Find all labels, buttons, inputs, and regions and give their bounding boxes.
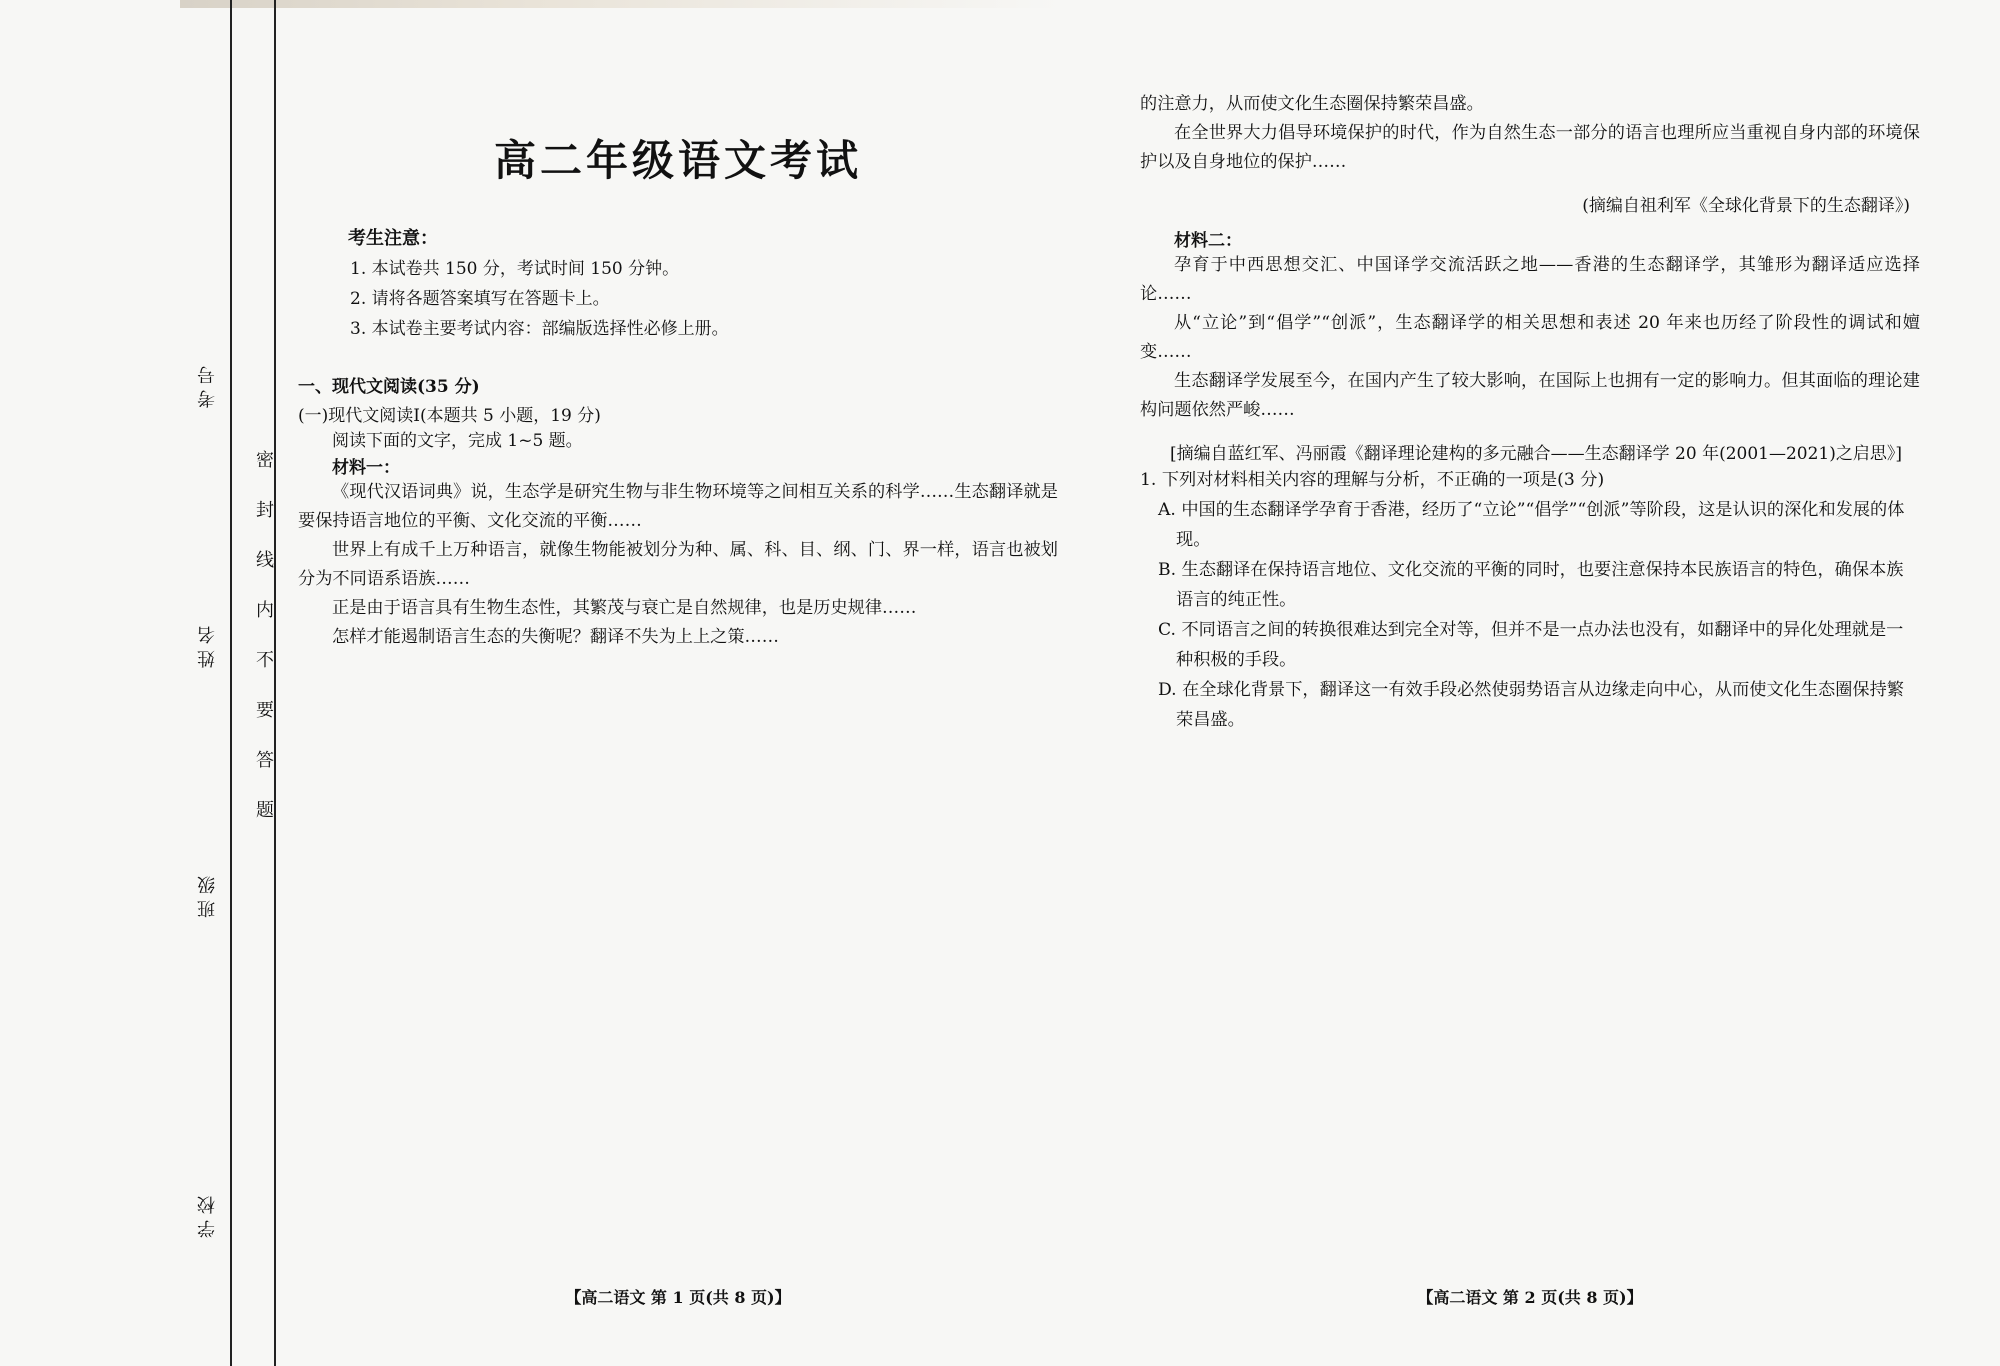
notice-item: 1. 本试卷共 150 分，考试时间 150 分钟。 xyxy=(350,259,680,279)
notice-item: 3. 本试卷主要考试内容：部编版选择性必修上册。 xyxy=(350,319,729,339)
material-1-title: 材料一： xyxy=(332,458,400,478)
binding-margin xyxy=(0,0,285,1366)
page-1-footer: 【高二语文 第 1 页(共 8 页)】 xyxy=(565,1288,791,1307)
question-1-option-c: C. 不同语言之间的转换很难达到完全对等，但并不是一点办法也没有，如翻译中的异化处理就是一种积极的手段。 xyxy=(1158,620,1904,670)
question-1: 1. 下列对材料相关内容的理解与分析，不正确的一项是(3 分) xyxy=(1140,470,1605,490)
question-1-option-b: B. 生态翻译在保持语言地位、文化交流的平衡的同时，也要注意保持本民族语言的特色，确保本族语言的纯正性。 xyxy=(1158,560,1904,610)
exam-page-2 xyxy=(1140,0,1920,1366)
exam-page-1 xyxy=(298,0,1058,1366)
material-2-paragraph: 生态翻译学发展至今，在国内产生了较大影响，在国际上也拥有一定的影响力。但其面临的理论建构问题依然严峻…… xyxy=(1140,371,1920,420)
section-heading: 一、现代文阅读(35 分) xyxy=(298,377,480,397)
material-2-source: [摘编自蓝红军、冯丽霞《翻译理论建构的多元融合——生态翻译学 20 年(2001—2021)之启思》] xyxy=(1170,444,1902,464)
material-1-paragraph: 在全世界大力倡导环境保护的时代，作为自然生态一部分的语言也理所应当重视自身内部的环境保护以及自身地位的保护…… xyxy=(1140,123,1920,172)
notice-item: 2. 请将各题答案填写在答题卡上。 xyxy=(350,289,610,309)
material-2-title: 材料二： xyxy=(1174,231,1242,251)
binding-line-inner xyxy=(230,0,232,1366)
material-2-paragraph: 孕育于中西思想交汇、中国译学交流活跃之地——香港的生态翻译学，其雏形为翻译适应选择论…… xyxy=(1140,255,1920,304)
exam-number-label: 考号 xyxy=(197,360,218,408)
page-2-footer: 【高二语文 第 2 页(共 8 页)】 xyxy=(1417,1288,1643,1307)
material-1-ending: 的注意力，从而使文化生态圈保持繁荣昌盛。 xyxy=(1140,94,1484,114)
class-label: 班级 xyxy=(197,870,218,918)
notice-box xyxy=(348,224,1058,344)
subsection-heading: (一)现代文阅读Ⅰ(本题共 5 小题，19 分) xyxy=(298,406,601,426)
question-1-option-a: A. 中国的生态翻译学孕育于香港，经历了“立论”“倡学”“创派”等阶段，这是认识的深化和发展的体现。 xyxy=(1158,500,1905,550)
question-1-option-d: D. 在全球化背景下，翻译这一有效手段必然使弱势语言从边缘走向中心，从而使文化生态圈保持繁荣昌盛。 xyxy=(1158,680,1904,730)
material-1-paragraph: 怎样才能遏制语言生态的失衡呢？翻译不失为上上之策…… xyxy=(332,627,779,647)
exam-title: 高二年级语文考试 xyxy=(493,136,862,185)
school-label: 学校 xyxy=(197,1190,218,1238)
material-1-paragraph: 世界上有成千上万种语言，就像生物能被划分为种、属、科、目、纲、门、界一样，语言也被划分为不同语系语族…… xyxy=(298,540,1058,589)
material-2-paragraph: 从“立论”到“倡学”“创派”，生态翻译学的相关思想和表述 20 年来也历经了阶段性的调试和嬗变…… xyxy=(1140,313,1920,362)
material-1-source: (摘编自祖利军《全球化背景下的生态翻译》) xyxy=(1582,196,1910,216)
material-1-paragraph: 正是由于语言具有生物生态性，其繁茂与衰亡是自然规律，也是历史规律…… xyxy=(332,598,917,618)
notice-heading: 考生注意： xyxy=(348,228,438,249)
name-label: 姓名 xyxy=(197,620,218,668)
reading-instruction: 阅读下面的文字，完成 1~5 题。 xyxy=(332,431,583,451)
material-1-paragraph: 《现代汉语词典》说，生态学是研究生物与非生物环境等之间相互关系的科学……生态翻译就是要保持语言地位的平衡、文化交流的平衡…… xyxy=(298,482,1058,531)
seal-warning: 密封线内不要答题 xyxy=(253,450,274,850)
